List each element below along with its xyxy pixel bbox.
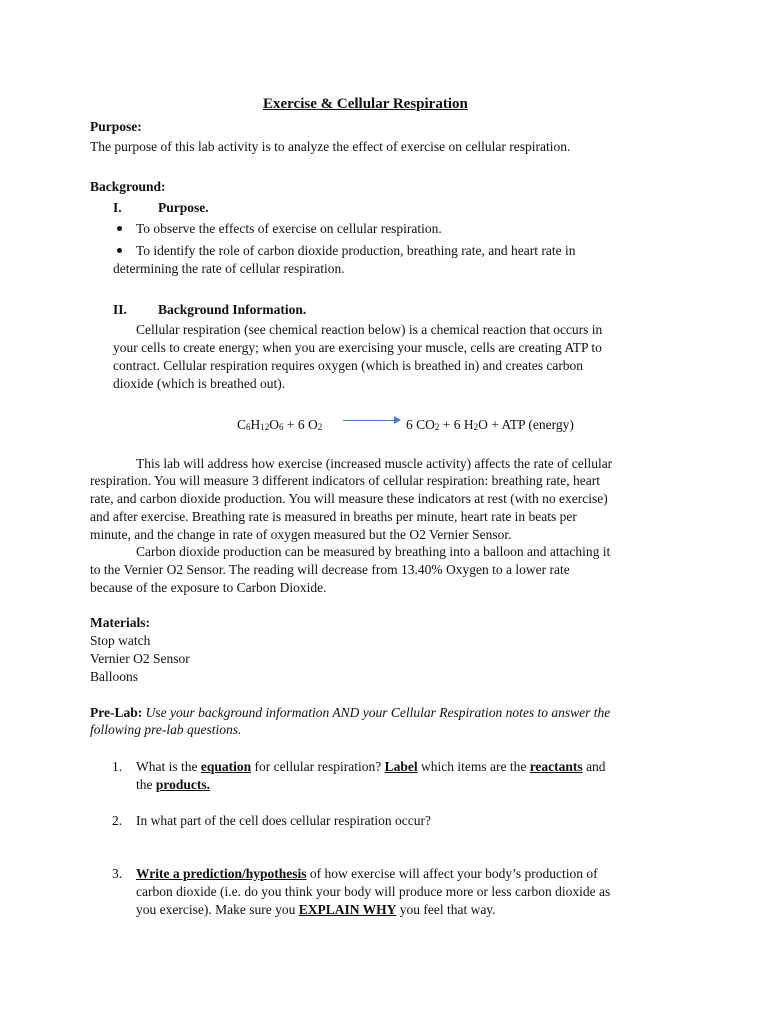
equation-reactants: $C_6H_{12}O_6 + 6$ $O_2$ (237, 417, 323, 432)
question-1-number: 1. (112, 759, 123, 774)
question-3-line2: carbon dioxide (i.e. do you think your body will produce more or less carbon dioxide as (136, 884, 611, 899)
question-3-line1: Write a prediction/hypothesis of how exercise will affect your body’s production of (136, 866, 598, 881)
prelab-intro: Pre-Lab: Use your background information AND your Cellular Respiration notes to answer the (90, 705, 611, 720)
materials-item: Vernier O2 Sensor (90, 651, 190, 666)
question-1-line2: the products. (136, 777, 211, 792)
section1-heading: Purpose. (158, 200, 209, 215)
question-2-text: In what part of the cell does cellular respiration occur? (136, 813, 431, 828)
section1-bullet-2-cont: determining the rate of cellular respiration. (113, 261, 345, 276)
para2-line: This lab will address how exercise (increased muscle activity) affects the rate of cellular (136, 456, 613, 471)
para3-line: to the Vernier O2 Sensor. The reading will decrease from 13.40% Oxygen to a lower rate (90, 562, 570, 577)
para1-line: your cells to create energy; when you are exercising your muscle, cells are creating ATP to (113, 340, 602, 355)
equation-products: 6 $CO_2 + 6$ $H_2O$ + ATP (energy) (406, 417, 574, 432)
para2-line: minute, and the change in rate of oxygen measured but the O2 Vernier Sensor. (90, 527, 512, 542)
bullet-dot-icon (117, 248, 122, 253)
section2-numeral: II. (113, 302, 127, 317)
purpose-text: The purpose of this lab activity is to analyze the effect of exercise on cellular respiration. (90, 139, 571, 154)
question-2-number: 2. (112, 813, 123, 828)
materials-item: Balloons (90, 669, 139, 684)
para3-line: because of the exposure to Carbon Dioxide. (90, 580, 327, 595)
reaction-arrow-icon (343, 420, 396, 421)
section2-heading: Background Information. (158, 302, 307, 317)
materials-heading: Materials: (90, 615, 150, 630)
prelab-heading: Pre-Lab: (90, 705, 143, 720)
section1-bullet-1: To observe the effects of exercise on cellular respiration. (136, 221, 442, 236)
question-3-number: 3. (112, 866, 123, 881)
section1-numeral: I. (113, 200, 122, 215)
para1-line: dioxide (which is breathed out). (113, 376, 286, 391)
section1-bullet-2: To identify the role of carbon dioxide production, breathing rate, and heart rate in (136, 243, 576, 258)
para3-line: Carbon dioxide production can be measured by breathing into a balloon and attaching it (136, 544, 611, 559)
para2-line: and after exercise. Breathing rate is measured in breaths per minute, heart rate in beats per (90, 509, 577, 524)
purpose-heading: Purpose: (90, 119, 142, 134)
para1-line: contract. Cellular respiration requires oxygen (which is breathed in) and creates carbon (113, 358, 584, 373)
question-3-line3: you exercise). Make sure you EXPLAIN WHY you feel that way. (136, 902, 496, 917)
para1-line: Cellular respiration (see chemical reaction below) is a chemical reaction that occurs in (136, 322, 603, 337)
background-heading: Background: (90, 179, 166, 194)
materials-item: Stop watch (90, 633, 151, 648)
para2-line: respiration. You will measure 3 different indicators of cellular respiration: breathing rate, heart (90, 473, 600, 488)
prelab-intro-line2: following pre-lab questions. (90, 722, 242, 737)
document-title: Exercise & Cellular Respiration (263, 96, 468, 112)
para2-line: rate, and carbon dioxide production. You will measure these indicators at rest (with no exercise) (90, 491, 608, 506)
bullet-dot-icon (117, 226, 122, 231)
arrow-head-icon (394, 416, 401, 424)
question-1-line1: What is the equation for cellular respiration? Label which items are the reactants and (136, 759, 606, 774)
